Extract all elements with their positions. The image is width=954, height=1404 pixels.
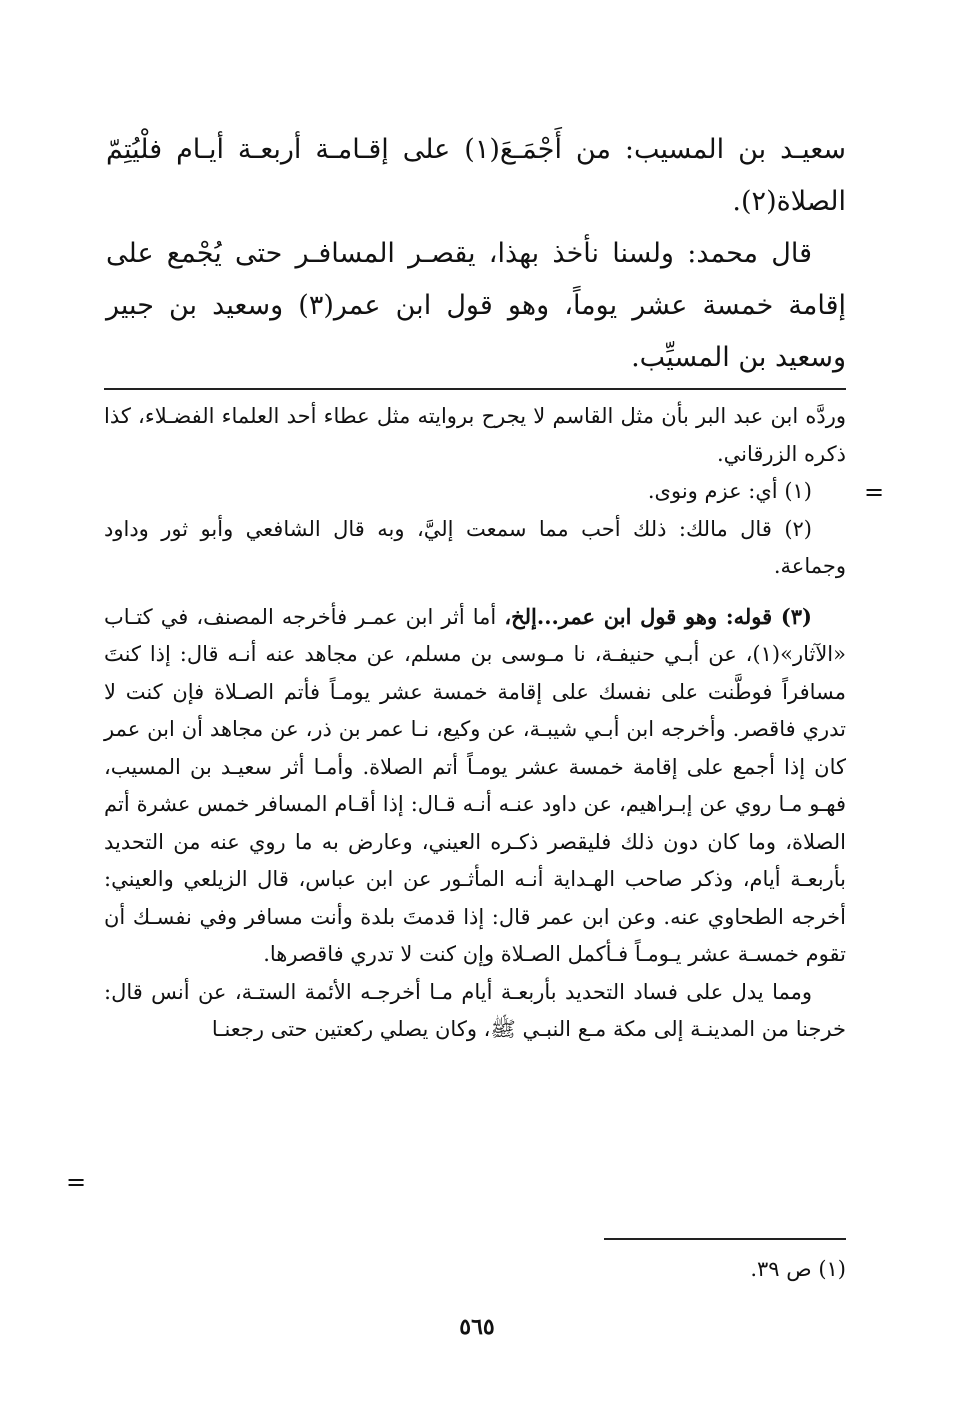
- footnote-2: (٢) قال مالك: ذلك أحب مما سمعت إليَّ، وبه قال الشافعي وأبو ثور وداود وجماعة.: [104, 516, 846, 578]
- footnote-continuation: وردَّه ابن عبد البر بأن مثل القاسم لا يجرح بروايته مثل عطاء أحد العلماء الفضـلاء، كذا ذكره الزرقاني.: [104, 404, 846, 466]
- page-number: ٥٦٥: [459, 1314, 495, 1340]
- footnote-separator: [104, 388, 846, 390]
- continuation-mark-right: =: [864, 478, 885, 506]
- page-footnote: (١) ص ٣٩.: [750, 1257, 846, 1281]
- continuation-mark-left: =: [66, 1168, 87, 1196]
- footnote-3-label: (٣) قوله: وهو قول ابن عمر...إلخ،: [504, 603, 812, 629]
- main-paragraph-1: سعيـد بن المسيب: من أَجْمَـعَ(١) على إقـامـة أربعـة أيـام فلْيُتِمّ الصلاة(٢).: [106, 134, 846, 217]
- footnote-3-body: أما أثر ابن عمـر فأخرجه المصنف، في كتـاب «الآثار»(١)، عن أبـي حنيفـة، نا مـوسى بن مسلم، عن مجاهد عنه أنـه قال: إذا كنتَ مسافراً فوطَّنت على نفسك على إقامة خمسة عشر يومـاً فأتم الصـلاة فإن كنت لا تدري فاقصر. وأخرجه ابن أبـي شيبـة، عن وكيع، نـا عمر بن ذر، عن مجاهد أن ابن عمر كان إذا أجمع على إقامة خمسة عشر يومـاً أتم الصلاة. وأمـا أثر سعيـد بن المسيب، فهـو مـا روي عن إبـراهيم، عن داود عنـه أنـه قـال: إذا أقـام المسافر خمس عشرة أتم الصلاة، وما كان دون ذلك فليقصر ذكـره العيني، وعارض به ما روي عنه من التحديد بأربعـة أيام، وذكر صاحب الهـداية أنـه المأثـور عن ابن عباس، قال الزيلعي والعيني: أخرجه الطحاوي عنه. وعن ابن عمر قال: إذا قدمتَ بلدة وأنت مسافر وفي نفسـك أن تقوم خمسـة عشر يـومـاً فـأكمل الصـلاة وإن كنت لا تدري فاقصرها.: [104, 604, 846, 966]
- footnote-1: (١) أي: عزم ونوى.: [647, 479, 812, 503]
- footnote-3-paragraph-2: ومما يدل على فساد التحديد بأربعـة أيام مـا أخرجـه الأئمة الستـة، عن أنس قال: خرجنا من المدينـة إلى مكة مـع النبـي ﷺ، وكان يصلي ركعتين حتى رجعنـا: [104, 979, 846, 1041]
- footnotes: [104, 398, 846, 1049]
- main-paragraph-2: قال محمد: ولسنا نأخذ بهذا، يقصـر المسافـر حتى يُجْمع على إقامة خمسة عشر يوماً، وهو قول ابن عمر(٣) وسعيد بن جبير وسعيد بن المسيِّب.: [106, 238, 846, 373]
- main-text: [106, 124, 846, 384]
- page-footnote-separator: [604, 1238, 846, 1240]
- footnote-3: [104, 598, 846, 974]
